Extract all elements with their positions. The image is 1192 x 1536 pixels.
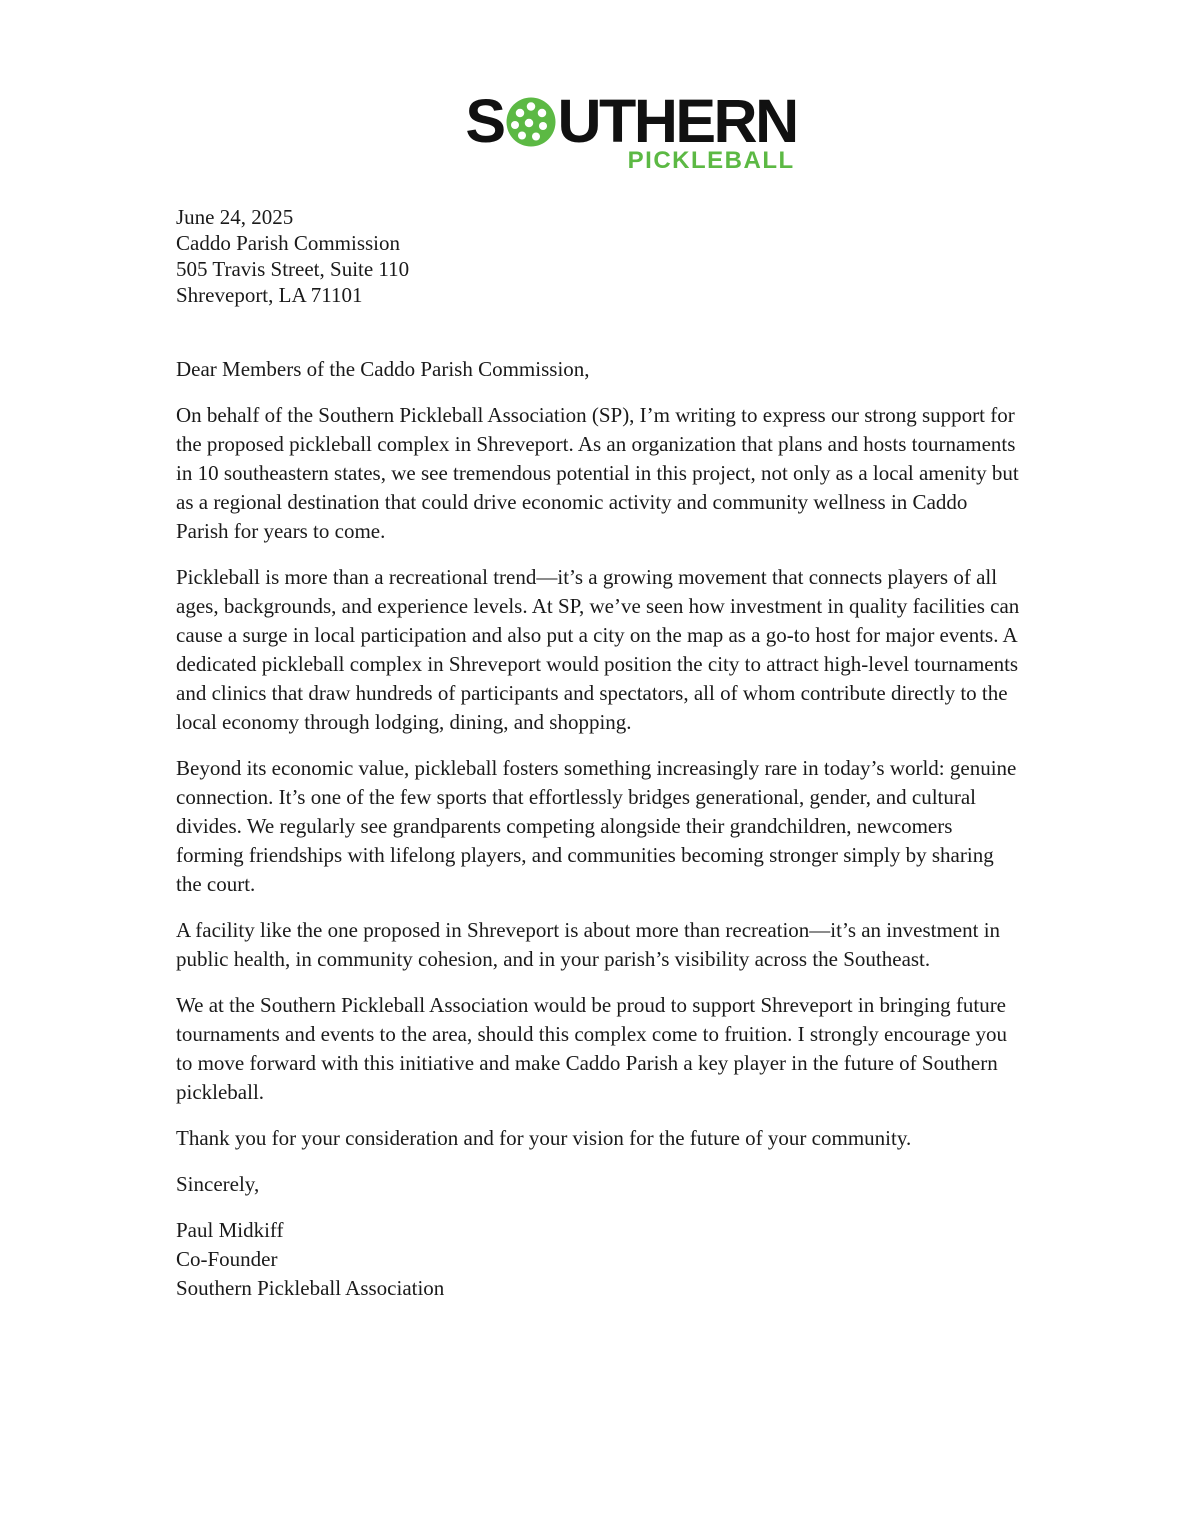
recipient-line: Shreveport, LA 71101 bbox=[176, 283, 363, 307]
signature-org: Southern Pickleball Association bbox=[176, 1276, 445, 1300]
southern-pickleball-logo bbox=[465, 87, 797, 174]
body-paragraph: Pickleball is more than a recreational trend—it’s a growing movement that connects players of all ages, backgrounds, and experience levels. At SP, we’ve seen how investment in quality facilities can cause a surge in local participation and also put a city on the map as a go-to host for major events. A dedicated pickleball complex in Shreveport would position the city to attract high-level tournaments and clinics that draw hundreds of participants and spectators, all of whom contribute directly to the local economy through lodging, dining, and shopping. bbox=[176, 565, 1020, 734]
letter-body bbox=[176, 204, 1024, 1303]
body-paragraph: A facility like the one proposed in Shreveport is about more than recreation—it’s an investment in public health, in community cohesion, and in your parish’s visibility across the Southeast. bbox=[176, 918, 1001, 971]
date-and-recipient-block bbox=[176, 204, 1024, 308]
closing: Sincerely, bbox=[176, 1172, 260, 1196]
signature-name: Paul Midkiff bbox=[176, 1218, 284, 1242]
body-paragraph: We at the Southern Pickleball Association would be proud to support Shreveport in bringing future tournaments and events to the area, should this complex come to fruition. I strongly encourage you to move forward with this initiative and make Caddo Parish a key player in the future of Southern pickleball. bbox=[176, 993, 1008, 1104]
recipient-line: Caddo Parish Commission bbox=[176, 231, 401, 255]
logo-letter-s: S bbox=[465, 87, 504, 155]
recipient-line: 505 Travis Street, Suite 110 bbox=[176, 257, 410, 281]
logo-letters-uthern: UTHERN bbox=[557, 87, 797, 155]
signature-block bbox=[176, 1216, 1024, 1303]
body-paragraph: On behalf of the Southern Pickleball Association (SP), I’m writing to express our strong support for the proposed pickleball complex in Shreveport. As an organization that plans and hosts tournaments in 10 southeastern states, we see tremendous potential in this project, not only as a local amenity but as a regional destination that could drive economic activity and community wellness in Caddo Parish for years to come. bbox=[176, 403, 1019, 543]
body-paragraph: Beyond its economic value, pickleball fosters something increasingly rare in today’s world: genuine connection. It’s one of the few sports that effortlessly bridges generational, gender, and cultural divides. We regularly see grandparents competing alongside their grandchildren, newcomers forming friendships with lifelong players, and communities becoming stronger simply by sharing the court. bbox=[176, 756, 1017, 896]
greeting: Dear Members of the Caddo Parish Commission, bbox=[176, 357, 590, 381]
logo-wordmark bbox=[465, 87, 797, 155]
thanks-line: Thank you for your consideration and for your vision for the future of your community. bbox=[176, 1126, 912, 1150]
signature-title: Co-Founder bbox=[176, 1247, 278, 1271]
logo-subtitle: PICKLEBALL bbox=[627, 147, 795, 174]
pickleball-icon bbox=[506, 97, 556, 147]
letter-date: June 24, 2025 bbox=[176, 205, 294, 229]
